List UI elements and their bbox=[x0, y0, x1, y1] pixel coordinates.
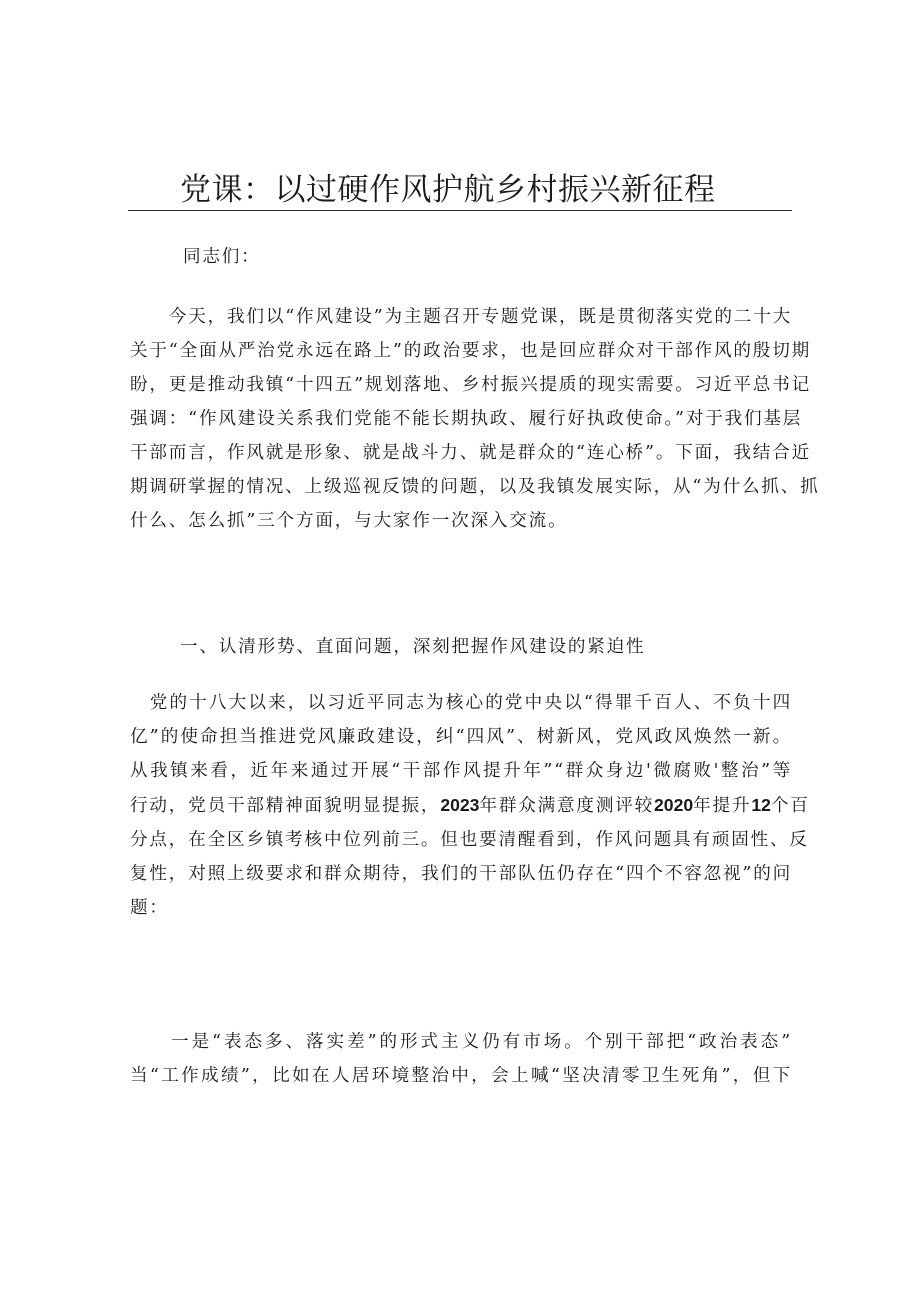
points-value: 12 bbox=[751, 795, 771, 815]
paragraph-line-with-figures bbox=[130, 788, 810, 823]
paragraph-line: 关于“全面从严治党永远在路上”的政治要求，也是回应群众对干部作风的殷切期 bbox=[130, 341, 811, 361]
paragraph-line: 当“工作成绩”，比如在人居环境整治中，会上喊“坚决清零卫生死角”，但下 bbox=[130, 1066, 792, 1086]
paragraph-line: 从我镇来看，近年来通过开展“干部作风提升年”“群众身边'微腐败'整治”等 bbox=[130, 761, 792, 781]
paragraph-line: 什么、怎么抓”三个方面，与大家作一次深入交流。 bbox=[130, 511, 568, 531]
text-segment: 个百 bbox=[770, 796, 810, 816]
section-heading-text: 一、认清形势、直面问题，深刻把握作风建设的紧迫性 bbox=[180, 637, 646, 657]
text-segment: 年群众满意度测评较 bbox=[479, 796, 654, 816]
paragraph-line: 期调研掌握的情况、上级巡视反馈的问题，以及我镇发展实际，从“为什么抓、抓 bbox=[130, 477, 820, 497]
paragraph-intro bbox=[130, 300, 820, 538]
paragraph-line: 今天，我们以“作风建设”为主题召开专题党课，既是贯彻落实党的二十大 bbox=[130, 307, 792, 327]
year-base: 2020 bbox=[654, 795, 694, 815]
paragraph-line: 题： bbox=[130, 898, 169, 918]
paragraph-situation bbox=[130, 686, 810, 925]
paragraph-line: 干部而言，作风就是形象、就是战斗力、就是群众的“连心桥”。下面，我结合近 bbox=[130, 443, 811, 463]
paragraph-line: 一是“表态多、落实差”的形式主义仍有市场。个别干部把“政治表态” bbox=[130, 1032, 792, 1052]
document-title: 党课：以过硬作风护航乡村振兴新征程 bbox=[180, 172, 716, 208]
paragraph-line: 强调：“作风建设关系我们党能不能长期执政、履行好执政使命。”对于我们基层 bbox=[130, 409, 803, 429]
text-segment: 行动，党员干部精神面貌明显提振， bbox=[130, 796, 441, 816]
paragraph-line: 复性，对照上级要求和群众期待，我们的干部队伍仍存在“四个不容忽视”的问 bbox=[130, 864, 792, 884]
section-heading-1 bbox=[180, 630, 645, 664]
greeting-text: 同志们： bbox=[183, 247, 261, 267]
greeting bbox=[183, 240, 261, 274]
paragraph-line: 亿”的使命担当推进党风廉政建设，纠“四风”、树新风，党风政风焕然一新。 bbox=[130, 727, 792, 747]
paragraph-line: 党的十八大以来，以习近平同志为核心的党中央以“得罪千百人、不负十四 bbox=[130, 693, 792, 713]
paragraph-point-one bbox=[130, 1025, 792, 1093]
text-segment: 年提升 bbox=[693, 796, 752, 816]
paragraph-line: 分点，在全区乡镇考核中位列前三。但也要清醒看到，作风问题具有顽固性、反 bbox=[130, 830, 809, 850]
title-underline bbox=[128, 210, 792, 211]
paragraph-line: 盼，更是推动我镇“十四五”规划落地、乡村振兴提质的现实需要。习近平总书记 bbox=[130, 375, 811, 395]
year-current: 2023 bbox=[440, 795, 480, 815]
